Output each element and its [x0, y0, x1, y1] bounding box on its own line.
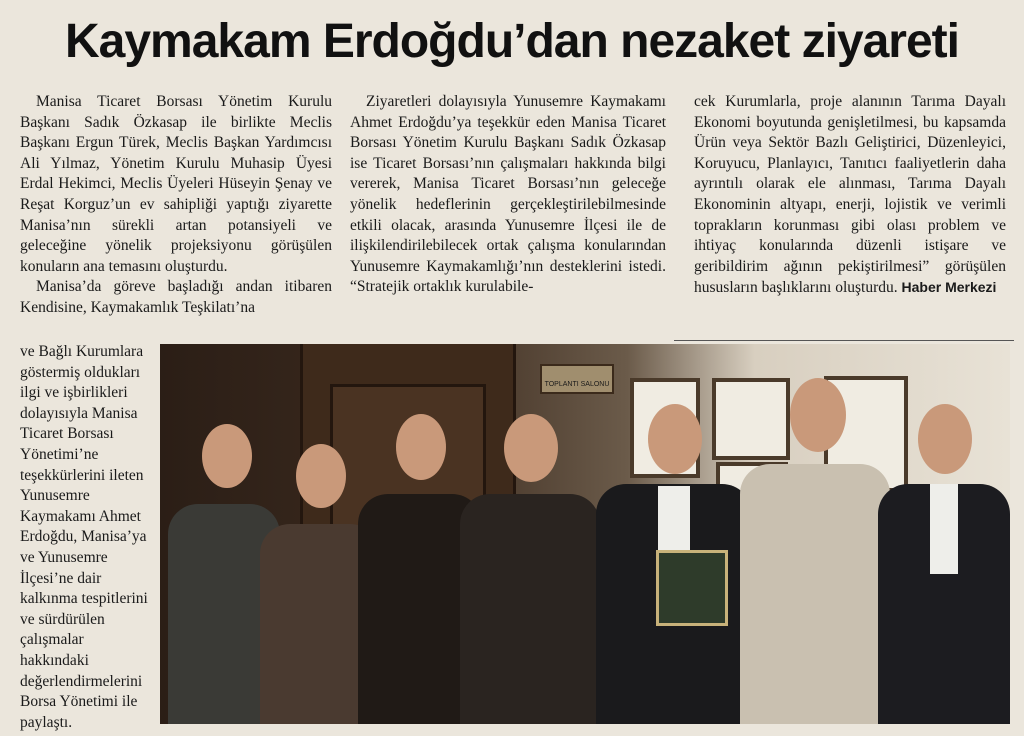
room-plaque — [540, 364, 614, 394]
headline: Kaymakam Erdoğdu’dan nezaket ziyareti — [65, 15, 959, 68]
article-photo — [160, 344, 1010, 724]
paragraph-text: cek Kurumlarla, proje alanının Tarıma Dayalı Ekonomi boyutunda genişletilmesi, bu kapsamda Ürün veya Sektör Bazlı Geliştirici, Düzenleyici, Koruyucu, Planlayıcı, Tanıtıcı faaliyetlerin daha ayrıntılı olarak ele alınması, Tarıma Dayalı Ekonominin altyapı, enerji, lojistik ve verimli toprakların korunması gibi olası problem ve ihtiyaç konularında düzenli istişare ve geribildirim ağının pekiştirilmesi” görüşülen hususların başlıklarını oluşturdu. — [694, 93, 1006, 297]
article-column-3 — [694, 92, 1006, 299]
paragraph: Ziyaretleri dolayısıyla Yunusemre Kaymakamı Ahmet Erdoğdu’ya teşekkür eden Manisa Ticaret Borsası Yönetim Kurulu Başkanı Sadık Özkasap ise Ticaret Borsası’nın çalışmaları hakkında bilgi vererek, Manisa Ticaret Borsası’nın geleceğe yönelik hedeflerinin gerçekleştirilebilmesinde etkili olacak, arasında Yunusemre İlçesi ile de ilişkilendirilebilecek ortak çalışma konularından Yunusemre Kaymakamlığı’nın desteklerini istedi. “Stratejik ortaklık kurulabile- — [350, 93, 666, 296]
gift-plaque — [656, 550, 728, 626]
room-plaque-label: TOPLANTI SALONU — [544, 381, 610, 388]
column-divider — [674, 340, 1014, 341]
person — [878, 404, 1010, 724]
paragraph — [694, 92, 1006, 299]
paragraph: Manisa’da göreve başladığı andan itibaren Kendisine, Kaymakamlık Teşkilatı’na — [20, 278, 332, 316]
byline: Haber Merkezi — [901, 279, 997, 296]
person — [460, 414, 600, 724]
article-column-1 — [20, 92, 332, 319]
article-column-1-narrow — [20, 342, 155, 733]
person — [740, 378, 890, 724]
paragraph: ve Bağlı Kurumlara göstermiş oldukları ilgi ve işbirlikleri dolayısıyla Manisa Ticaret Borsası Yönetimi’ne teşekkürlerini ileten Yunusemre Kaymakamı Ahmet Erdoğdu, Manisa’ya ve Yunusemre İlçesi’ne dair kalkınma tespitlerini ve sürdürülen çalışmalar hakkındaki değerlendirmelerini Borsa Yönetimi ile paylaştı. — [20, 343, 148, 731]
paragraph: Manisa Ticaret Borsası Yönetim Kurulu Başkanı Sadık Özkasap ile birlikte Meclis Başkanı Ergun Türek, Meclis Başkan Yardımcısı Ali Yılmaz, Yönetim Kurulu Muhasip Üyesi Erdal Hekimci, Meclis Üyeleri Hüseyin Şenay ve Reşat Korguz’un ev sahipliği yaptığı ziyarette Manisa’nın sürekli artan potansiyeli ve geleceğine yönelik projeksiyonu görüşülen konuların ana temasını oluşturdu. — [20, 93, 332, 275]
article-column-2 — [350, 92, 666, 298]
